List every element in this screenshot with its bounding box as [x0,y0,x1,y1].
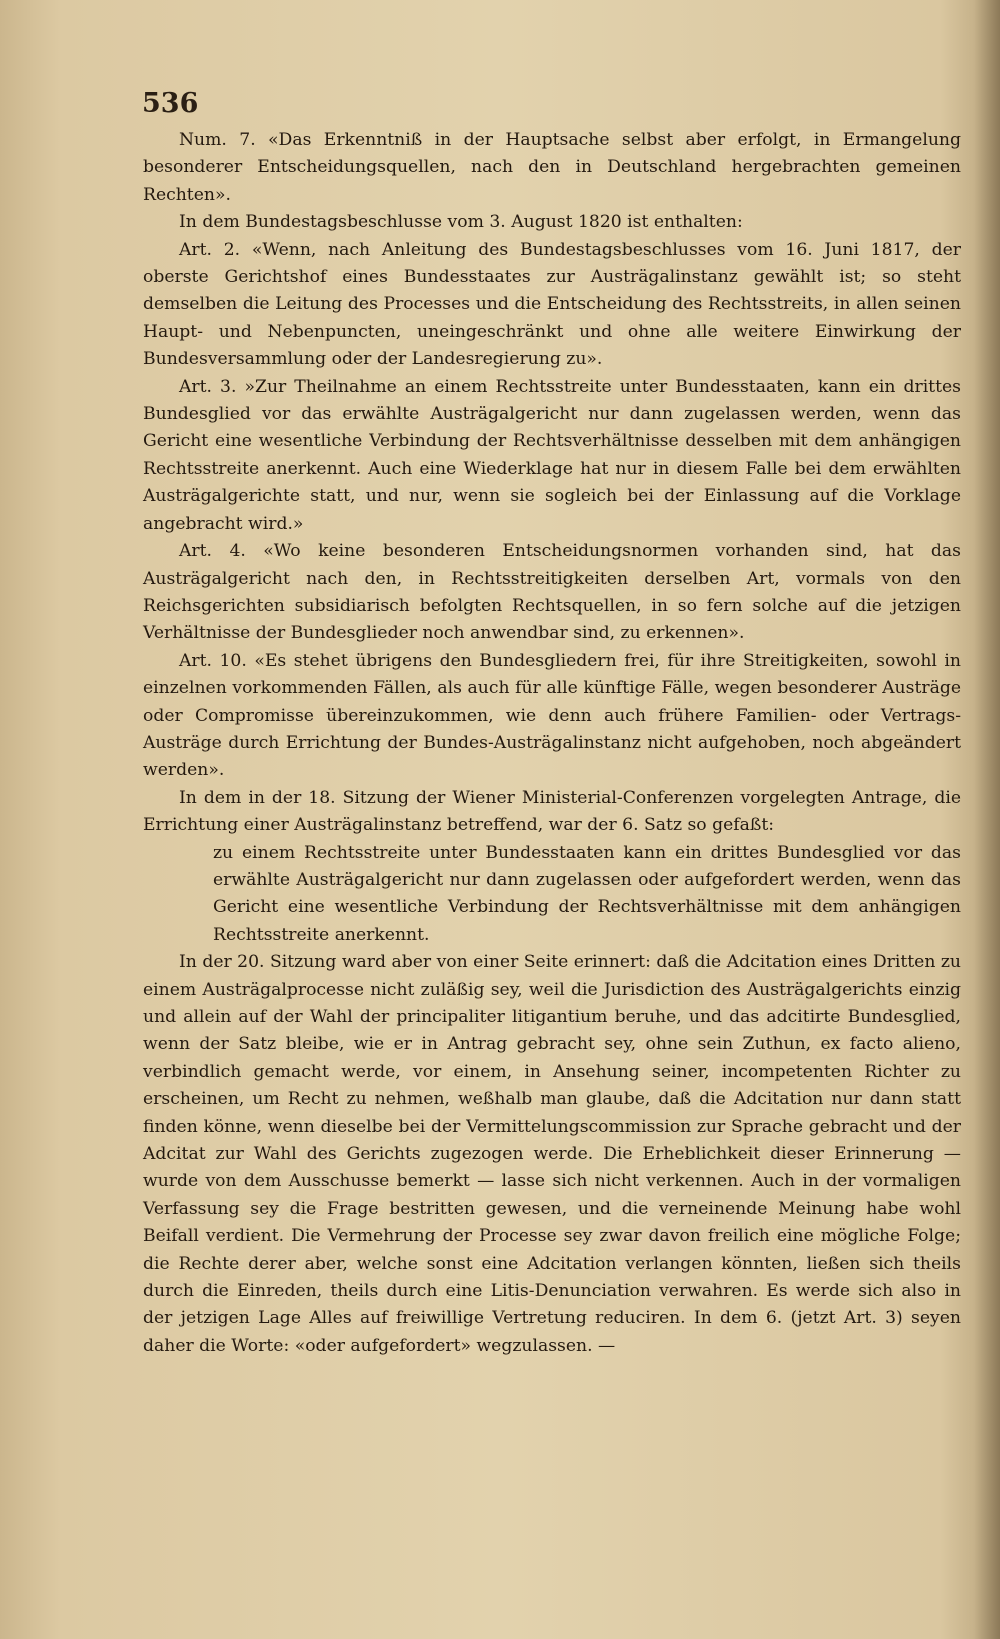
paragraph-num-7: Num. 7. «Das Erkenntniß in der Hauptsache selbst aber erfolgt, in Ermangelung besonderer Entscheidungsquellen, nach den in Deutschland hergebrachten gemeinen Rechten». [143,130,961,205]
paragraph-art-2: Art. 2. «Wenn, nach Anleitung des Bundestagsbeschlusses vom 16. Juni 1817, der oberste Gerichtshof eines Bundesstaates zur Austrägalinstanz gewählt ist; so steht demselben die Leitung des Processes und die Entscheidung des Rechtsstreits, in allen seinen Haupt- und Nebenpuncten, uneingeschränkt und ohne alle weitere Einwirkung der Bundesversammlung oder der Landesregierung zu». [143,239,961,370]
paragraph-wiener-conferenz: In dem in der 18. Sitzung der Wiener Ministerial-Conferenzen vorgelegten Antrage, die Errichtung einer Austrägalinstanz betreffend, war der 6. Satz so gefaßt: [143,787,961,836]
page-gutter-shadow [974,0,1000,1639]
paragraph-art-3: Art. 3. »Zur Theilnahme an einem Rechtsstreite unter Bundesstaaten, kann ein drittes Bundesglied vor das erwählte Austrägalgericht nur dann zugelassen werden, wenn das Gericht eine wesentliche Verbindung der Rechtsverhältnisse desselben mit dem anhängigen Rechtsstreite anerkennt. Auch eine Wiederklage hat nur in diesem Falle bei dem erwählten Austrägalgerichte statt, und nur, wenn sie sogleich bei der Einlassung auf die Vorklage angebracht wird.» [143,376,961,534]
paragraph-art-4: Art. 4. «Wo keine besonderen Entscheidungsnormen vorhanden sind, hat das Austrägalgericht nach den, in Rechtsstreitigkeiten derselben Art, vormals von den Reichsgerichten subsidiarisch befolgten Rechtsquellen, in so fern solche auf die jetzigen Verhältnisse der Bundesglieder noch anwendbar sind, zu erkennen». [143,541,961,644]
paragraph-bundestag-intro: In dem Bundestagsbeschlusse vom 3. August 1820 ist enthalten: [179,212,743,233]
paragraph-art-10: Art. 10. «Es stehet übrigens den Bundesgliedern frei, für ihre Streitigkeiten, sowohl in einzelnen vorkommenden Fällen, als auch für alle künftige Fälle, wegen besonderer Austräge oder Compromisse übereinzukommen, wie denn auch frühere Familien- oder Vertrags-Austräge durch Errichtung der Bundes-Austrägalinstanz nicht aufgehoben, noch abgeändert werden». [143,650,961,781]
page-number: 536 [142,88,199,119]
paragraph-sitzung-20: In der 20. Sitzung ward aber von einer Seite erinnert: daß die Adcitation eines Dritten zu einem Austrägalprocesse nicht zuläßig sey, weil die Jurisdiction des Austrägalgerichts einzig und allein auf der Wahl der principaliter litigantium beruhe, und das adcitirte Bundesglied, wenn der Satz bleibe, wie er in Antrag gebracht sey, ohne sein Zuthun, ex facto alieno, verbindlich gemacht werde, vor einem, in Ansehung seiner, incompetenten Richter zu erscheinen, um Recht zu nehmen, weßhalb man glaube, daß die Adcitation nur dann statt finden könne, wenn dieselbe bei der Vermittelungscommission zur Sprache gebracht und der Adcitat zur Wahl des Gerichts zugezogen werde. Die Erheblichkeit dieser Erinnerung — wurde von dem Ausschusse bemerkt — lasse sich nicht verkennen. Auch in der vormaligen Verfassung sey die Frage bestritten gewesen, und die verneinende Meinung habe wohl Beifall verdient. Die Vermehrung der Processe sey zwar davon freilich eine mögliche Folge; die Rechte derer aber, welche sonst eine Adcitation verlangen könnten, ließen sich theils durch die Einreden, theils durch eine Litis-Denunciation verwahren. Es werde sich also in der jetzigen Lage Alles auf freiwillige Vertretung reduciren. In dem 6. (jetzt Art. 3) seyen daher die Worte: «oder aufgefordert» wegzulassen. — [143,952,961,1356]
quoted-satz-6: zu einem Rechtsstreite unter Bundesstaaten kann ein drittes Bundesglied vor das erwählte Austrägalgericht nur dann zugelassen oder aufgefordert werden, wenn das Gericht eine wesentliche Verbindung der Rechtsverhältnisse mit dem anhängigen Rechtsstreite anerkennt. [213,842,961,945]
body-text [143,127,961,1360]
